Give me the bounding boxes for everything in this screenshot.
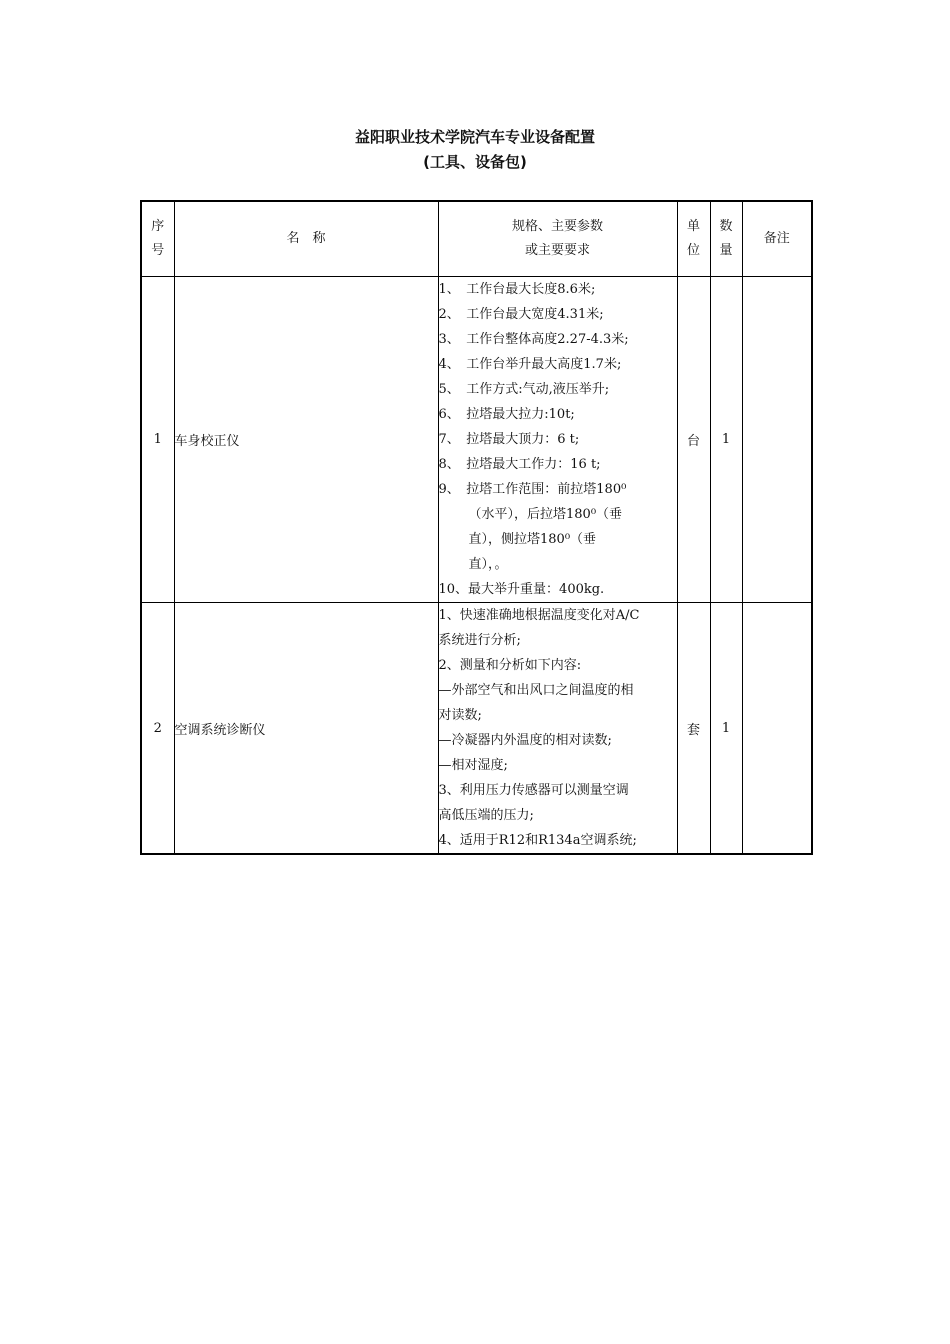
spec-line: 1、 工作台最大长度8.6米; xyxy=(438,282,596,297)
cell-qty: 1 xyxy=(710,603,742,855)
spec-line: —相对湿度; xyxy=(438,758,508,773)
header-no: 序 号 xyxy=(141,201,174,277)
cell-note xyxy=(742,603,812,855)
table-row xyxy=(141,277,812,603)
spec-line: 直），。 xyxy=(468,557,508,572)
header-spec: 规格、主要参数 或主要要求 xyxy=(438,201,677,277)
cell-name: 车身校正仪 xyxy=(174,277,438,603)
spec-line: 系统进行分析; xyxy=(438,633,521,648)
equipment-table xyxy=(140,200,813,855)
cell-spec xyxy=(438,277,677,603)
spec-line: （水平），后拉塔180⁰（垂 xyxy=(468,507,623,522)
spec-line: 9、 拉塔工作范围：前拉塔180⁰ xyxy=(438,482,627,497)
header-name: 名 称 xyxy=(174,201,438,277)
cell-spec xyxy=(438,603,677,855)
header-qty: 数 量 xyxy=(710,201,742,277)
spec-line: 2、测量和分析如下内容: xyxy=(438,658,582,673)
spec-line: 5、 工作方式:气动,液压举升; xyxy=(438,382,610,397)
page-title: 益阳职业技术学院汽车专业设备配置 xyxy=(354,128,595,146)
table-header-row xyxy=(141,201,812,277)
cell-note xyxy=(742,277,812,603)
cell-unit: 台 xyxy=(677,277,710,603)
spec-line: 6、 拉塔最大拉力:10t; xyxy=(438,407,575,422)
spec-line: 2、 工作台最大宽度4.31米; xyxy=(438,307,604,322)
spec-line: —冷凝器内外温度的相对读数; xyxy=(438,733,612,748)
cell-no: 1 xyxy=(141,277,174,603)
spec-line: 4、适用于R12和R134a空调系统; xyxy=(438,833,637,848)
header-unit: 单 位 xyxy=(677,201,710,277)
cell-qty: 1 xyxy=(710,277,742,603)
spec-line: 3、 工作台整体高度2.27-4.3米; xyxy=(438,332,629,347)
spec-line: 直），侧拉塔180⁰（垂 xyxy=(468,532,597,547)
cell-name: 空调系统诊断仪 xyxy=(174,603,438,855)
cell-unit: 套 xyxy=(677,603,710,855)
cell-no: 2 xyxy=(141,603,174,855)
spec-line: 4、 工作台举升最大高度1.7米; xyxy=(438,357,622,372)
spec-line: 对读数; xyxy=(438,708,482,723)
spec-line: 3、利用压力传感器可以测量空调 xyxy=(438,783,629,798)
spec-line: 8、 拉塔最大工作力：16 t; xyxy=(438,457,601,472)
header-note: 备注 xyxy=(742,201,812,277)
page-subtitle: (工具、设备包) xyxy=(423,153,527,171)
spec-line: 10、最大举升重量：400kg. xyxy=(438,582,605,597)
spec-line: 高低压端的压力; xyxy=(438,808,534,823)
table-row xyxy=(141,603,812,855)
spec-line: —外部空气和出风口之间温度的相 xyxy=(438,683,634,698)
spec-line: 1、快速准确地根据温度变化对A/C xyxy=(438,608,640,623)
spec-line: 7、 拉塔最大顶力：6 t; xyxy=(438,432,580,447)
